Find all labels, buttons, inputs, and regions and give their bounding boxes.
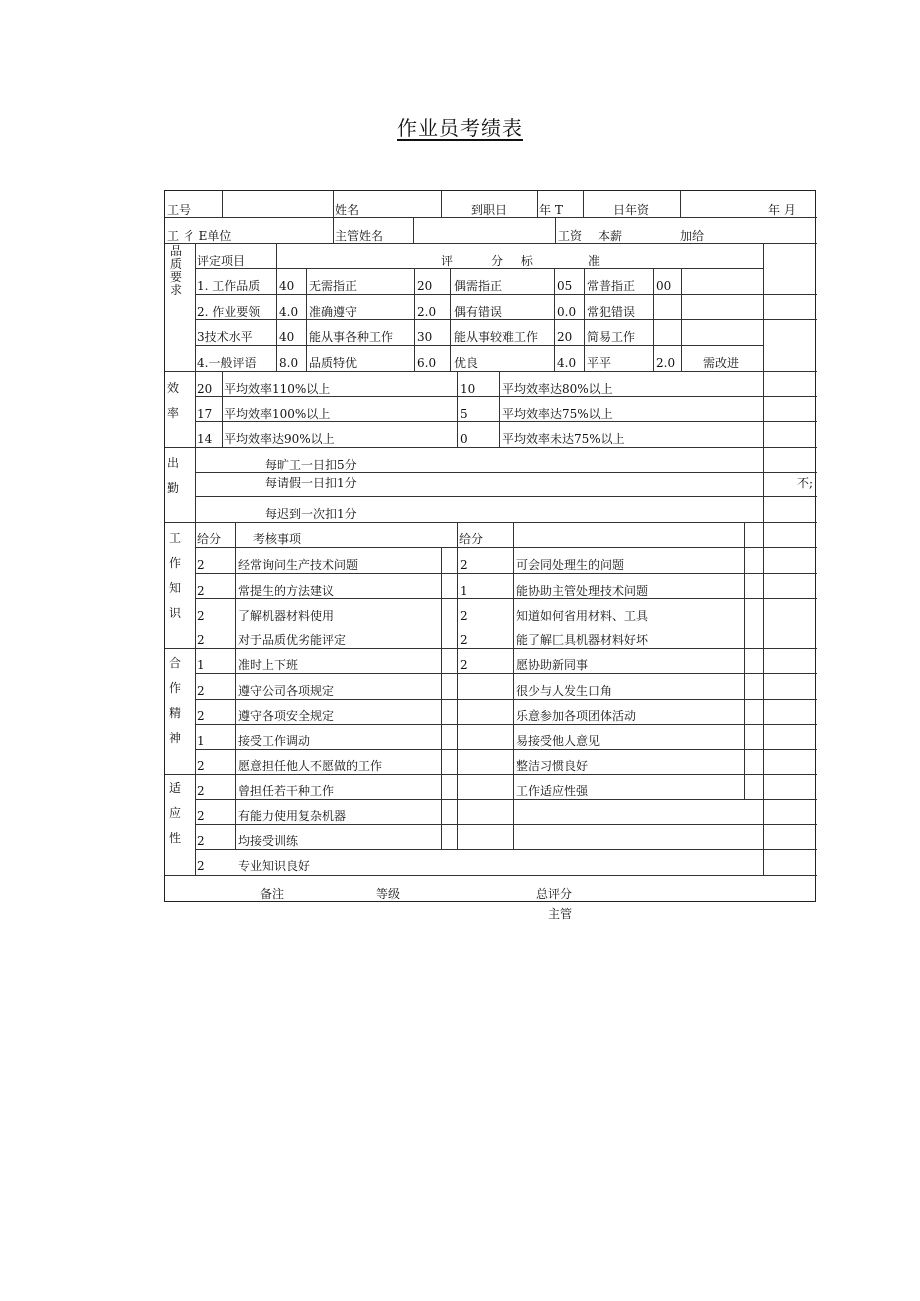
adaptability-item: 专业知识良好 <box>238 859 311 873</box>
adaptability-score: 2 <box>197 809 205 823</box>
knowledge-item: 能协助主管处理技术问题 <box>516 584 649 598</box>
attendance-right-note: 不; <box>797 476 814 490</box>
knowledge-item: 可会同处理生的问题 <box>516 558 625 572</box>
bonus-label: 加给 <box>680 229 705 243</box>
quality-score: 40 <box>279 279 295 293</box>
quality-criterion: 品质特优 <box>309 356 358 370</box>
knowledge-score: 2 <box>197 558 205 572</box>
attendance-rule-absence: 每旷工一日扣5分 <box>265 458 357 472</box>
quality-criterion: 准确遵守 <box>309 305 358 319</box>
work-unit-label: 工 彳 E单位 <box>167 229 232 243</box>
efficiency-criterion: 平均效率未达75%以上 <box>502 432 625 446</box>
quality-score: 20 <box>557 330 573 344</box>
quality-score: 2.0 <box>656 356 676 370</box>
knowledge-item: 了解机器材料使用 <box>238 609 335 623</box>
quality-score: 05 <box>557 279 573 293</box>
cooperation-score: 2 <box>197 684 205 698</box>
knowledge-score: 2 <box>197 633 205 647</box>
quality-criterion: 无需指正 <box>309 279 358 293</box>
efficiency-score: 5 <box>460 407 468 421</box>
quality-item-label: 1. 工作品质 <box>197 279 261 293</box>
employee-id-label: 工号 <box>167 203 192 217</box>
efficiency-score: 14 <box>197 432 213 446</box>
quality-score: 6.0 <box>417 356 437 370</box>
quality-score: 2.0 <box>417 305 437 319</box>
cooperation-item: 遵守各项安全规定 <box>238 709 335 723</box>
knowledge-score: 2 <box>460 609 468 623</box>
quality-criterion: 偶需指正 <box>454 279 503 293</box>
attendance-section-label-2: 勤 <box>167 481 180 495</box>
knowledge-item: 经常询问生产技术问题 <box>238 558 359 572</box>
knowledge-item: 知道如何省用材料、工具 <box>516 609 649 623</box>
base-pay-label: 本薪 <box>598 229 623 243</box>
cooperation-item: 易接受他人意见 <box>516 734 601 748</box>
knowledge-section-label: 工 作 知 识 <box>168 531 181 620</box>
cooperation-item: 准时上下班 <box>238 658 299 672</box>
cooperation-score: 1 <box>197 734 205 748</box>
quality-score: 4.0 <box>279 305 299 319</box>
cooperation-score: 1 <box>197 658 205 672</box>
quality-criterion: 能从事较难工作 <box>454 330 539 344</box>
quality-criterion: 需改进 <box>703 356 740 370</box>
quality-score: 00 <box>656 279 672 293</box>
quality-item-label: 2. 作业要领 <box>197 305 261 319</box>
knowledge-score: 2 <box>197 609 205 623</box>
knowledge-score-header-2: 给分 <box>459 532 484 546</box>
quality-score: 0.0 <box>557 305 577 319</box>
cooperation-item: 很少与人发生口角 <box>516 684 613 698</box>
attendance-section-label-1: 出 <box>167 456 180 470</box>
attendance-rule-leave: 每请假一日扣1分 <box>265 476 357 490</box>
knowledge-score: 1 <box>460 584 468 598</box>
knowledge-score: 2 <box>460 558 468 572</box>
grade-label: 等级 <box>376 887 401 901</box>
knowledge-item: 对于品质优劣能评定 <box>238 633 347 647</box>
efficiency-section-label-2: 率 <box>167 406 180 420</box>
year-month-label: 年 月 <box>768 203 796 217</box>
efficiency-score: 20 <box>197 382 213 396</box>
cooperation-item: 整洁习惯良好 <box>516 759 589 773</box>
page-title: 作业员考绩表 <box>397 116 523 140</box>
quality-criterion: 常普指正 <box>587 279 636 293</box>
quality-criterion: 优良 <box>454 356 479 370</box>
cooperation-item: 遵守公司各项规定 <box>238 684 335 698</box>
quality-criterion: 偶有错误 <box>454 305 503 319</box>
join-date-label: 到职日 <box>471 203 508 217</box>
quality-item-header: 评定项目 <box>197 254 246 268</box>
knowledge-score: 2 <box>460 633 468 647</box>
quality-section-label: 品质要求 <box>169 244 182 297</box>
quality-criterion: 常犯错误 <box>587 305 636 319</box>
efficiency-score: 17 <box>197 407 213 421</box>
manager-name-label: 主管姓名 <box>335 229 384 243</box>
knowledge-item: 能了解匚具机器材料好坏 <box>516 633 649 647</box>
cooperation-item: 乐意参加各项团体活动 <box>516 709 637 723</box>
evaluation-form <box>164 190 816 902</box>
cooperation-score: 2 <box>197 709 205 723</box>
wage-label: 工资 <box>558 229 583 243</box>
daily-wage-label: 日年资 <box>613 203 650 217</box>
cooperation-section-label: 合 作 精 神 <box>168 656 181 745</box>
efficiency-score: 10 <box>460 382 476 396</box>
total-score-label: 总评分 <box>536 887 573 901</box>
quality-score: 40 <box>279 330 295 344</box>
quality-criterion: 能从事各种工作 <box>309 330 394 344</box>
adaptability-section-label: 适 应 性 <box>168 781 181 845</box>
adaptability-item: 曾担任若干种工作 <box>238 784 335 798</box>
name-label: 姓名 <box>335 203 360 217</box>
efficiency-criterion: 平均效率达75%以上 <box>502 407 613 421</box>
knowledge-score-header-1: 给分 <box>197 532 222 546</box>
adaptability-score: 2 <box>197 784 205 798</box>
efficiency-criterion: 平均效率达80%以上 <box>502 382 613 396</box>
adaptability-item: 均接受训练 <box>238 834 299 848</box>
join-date-value: 年 T <box>539 203 563 217</box>
efficiency-criterion: 平均效率100%以上 <box>224 407 331 421</box>
knowledge-item-header: 考核事项 <box>253 532 302 546</box>
knowledge-item: 常提生的方法建议 <box>238 584 335 598</box>
quality-score: 20 <box>417 279 433 293</box>
adaptability-score: 2 <box>197 834 205 848</box>
cooperation-score: 2 <box>197 759 205 773</box>
cooperation-item: 接受工作调动 <box>238 734 311 748</box>
quality-item-label: 3技术水平 <box>197 330 253 344</box>
quality-score: 30 <box>417 330 433 344</box>
adaptability-item: 工作适应性强 <box>516 784 589 798</box>
quality-score: 8.0 <box>279 356 299 370</box>
cooperation-score: 2 <box>460 658 468 672</box>
quality-score: 4.0 <box>557 356 577 370</box>
supervisor-label: 主管 <box>548 907 573 921</box>
attendance-rule-late: 每迟到一次扣1分 <box>265 507 357 521</box>
efficiency-score: 0 <box>460 432 468 446</box>
adaptability-score: 2 <box>197 859 205 873</box>
quality-standard-header-3: 准 <box>588 254 601 268</box>
knowledge-score: 2 <box>197 584 205 598</box>
quality-standard-header-2: 分 标 <box>491 254 533 268</box>
efficiency-section-label-1: 效 <box>167 381 180 395</box>
cooperation-item: 愿协助新同事 <box>516 658 589 672</box>
quality-item-label: 4.一般评语 <box>197 356 257 370</box>
remarks-label: 备注 <box>260 887 285 901</box>
quality-criterion: 简易工作 <box>587 330 636 344</box>
quality-standard-header-1: 评 <box>441 254 454 268</box>
adaptability-item: 有能力使用复杂机器 <box>238 809 347 823</box>
quality-criterion: 平平 <box>587 356 612 370</box>
cooperation-item: 愿意担任他人不愿做的工作 <box>238 759 383 773</box>
efficiency-criterion: 平均效率达90%以上 <box>224 432 335 446</box>
efficiency-criterion: 平均效率110%以上 <box>224 382 331 396</box>
